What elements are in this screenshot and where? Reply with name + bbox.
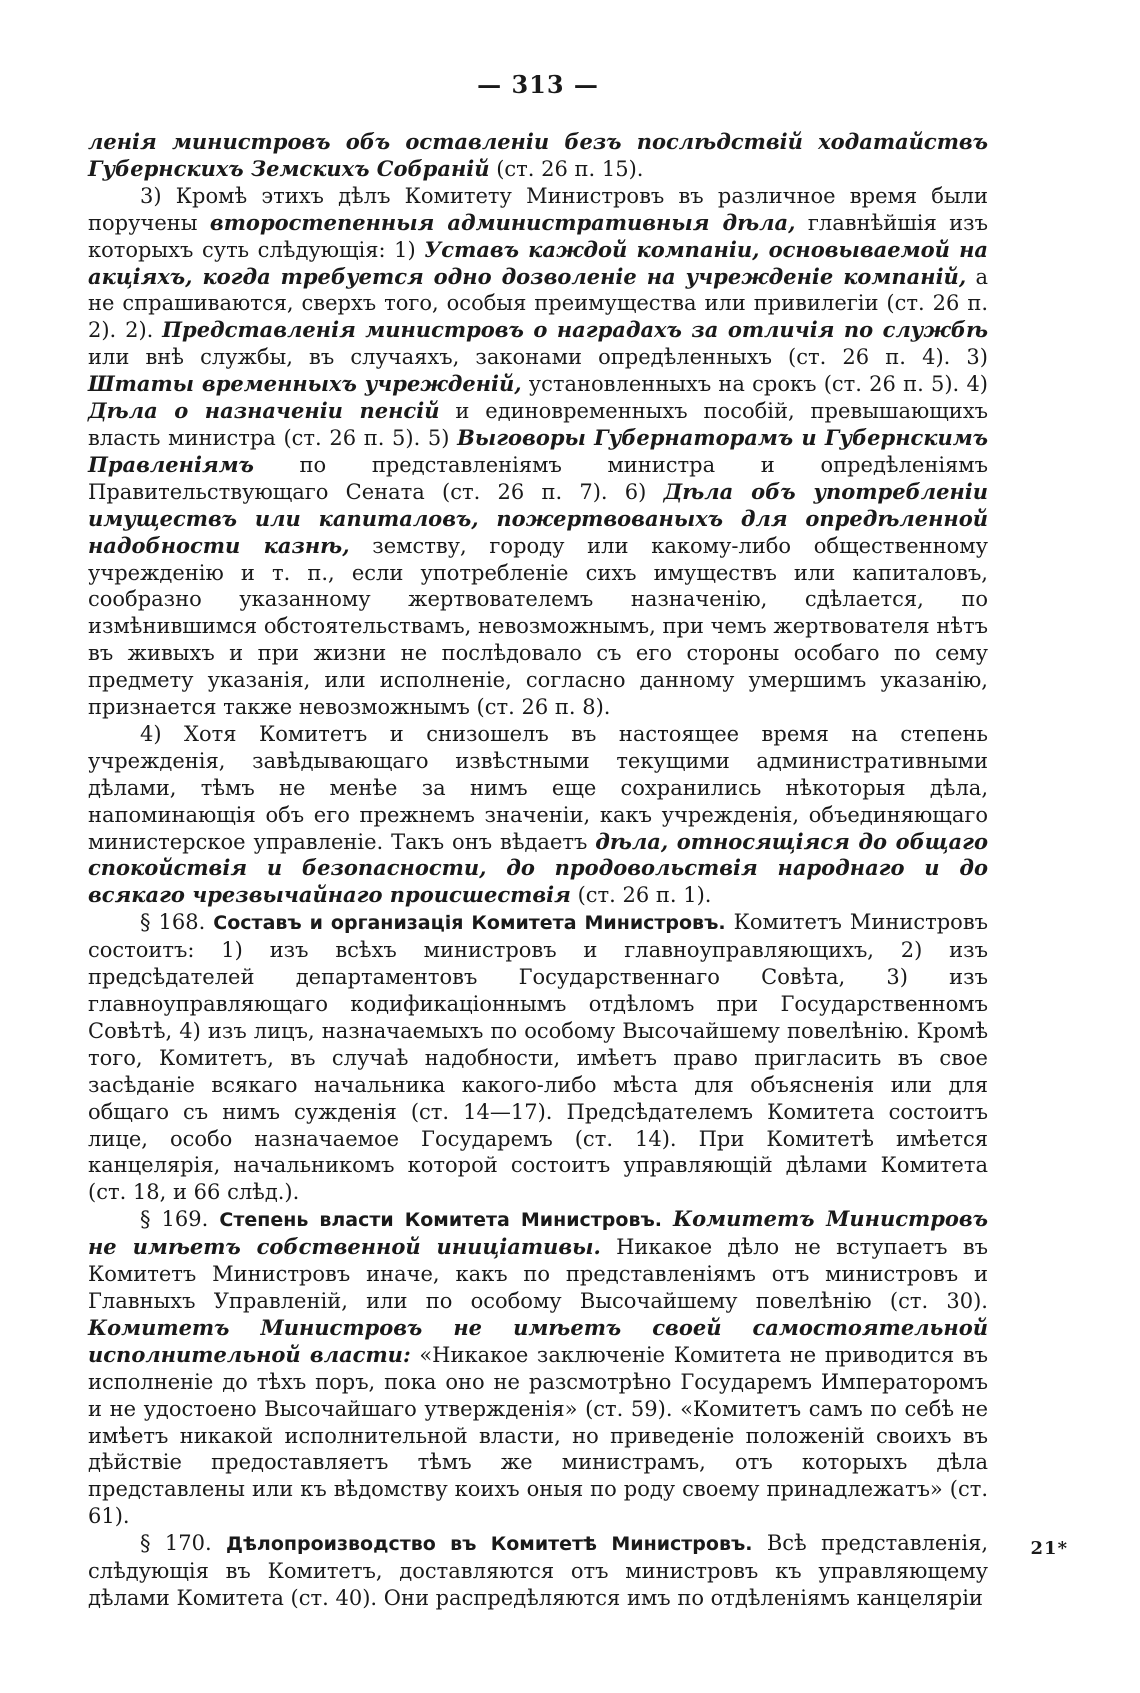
signature-mark: 21*	[1030, 1538, 1068, 1559]
body-text: и единовременныхъ пособій, превышающихъ власть министра (ст. 26 п. 5). 5)	[88, 399, 988, 450]
body-text: по представленіямъ министра и опредѣленіямъ Правительствующаго Сената (ст. 26 п. 7). 6)	[88, 452, 988, 504]
emphasis-text: Уставъ каждой компаніи, основываемой на акціяхъ, когда требуется одно дозволеніе на учрежденіе компаній,	[88, 236, 988, 289]
section-heading: Дѣлопроизводство въ Комитетѣ Министровъ.	[226, 1533, 753, 1556]
paragraph-p0	[88, 129, 988, 183]
emphasis-text: Выговоры Губернаторамъ и Губернскимъ Правленіямъ	[88, 424, 988, 477]
body-text: § 168.	[140, 910, 214, 935]
body-text: Всѣ представленія, слѣдующія въ Комитетъ, доставляются отъ министровъ къ управляющему дѣлами Комитета (ст. 40). Они распредѣляются имъ по отдѣленіямъ канцеляріи	[88, 1531, 988, 1610]
section-heading: Степень власти Комитета Министровъ.	[219, 1209, 662, 1232]
body-text: «Никакое заключеніе Комитета не приводится въ исполненіе до тѣхъ поръ, пока оно не разсмотрѣно Государемъ Императоромъ и не удостоено Высочайшаго утвержденія» (ст. 59). «Комитетъ самъ по себѣ не имѣетъ никакой исполнительной власти, но приведеніе положеній своихъ въ дѣйствіе предоставляетъ тѣмъ же министрамъ, отъ которыхъ дѣла представлены или къ вѣдомству коихъ оныя по роду своему принадлежатъ» (ст. 61).	[88, 1342, 989, 1529]
page-body-text	[88, 129, 988, 1612]
emphasis-text: Дѣла объ употребленіи имуществъ или капиталовъ, пожертвованыхъ для опредѣленной надобности казнѣ,	[88, 478, 989, 558]
body-text	[662, 1207, 673, 1231]
emphasis-text: ленія министровъ объ оставленіи безъ послѣдствій ходатайствъ Губернскихъ Земскихъ Собраній	[88, 129, 988, 181]
emphasis-text: Дѣла о назначеніи пенсій	[88, 398, 440, 424]
body-text: (ст. 26 п. 1).	[570, 883, 712, 908]
body-text: Комитетъ Министровъ состоитъ: 1) изъ всѣхъ министровъ и главноуправляющихъ, 2) изъ предсѣдателей департаментовъ Государственнаго Совѣта, 3) изъ главноуправляющаго кодификаціоннымъ отдѣломъ при Государственномъ Совѣтѣ, 4) изъ лицъ, назначаемыхъ по особому Высочайшему повелѣнію. Кромѣ того, Комитетъ, въ случаѣ надобности, имѣетъ право пригласить въ свое засѣданіе всякаго начальника какого-либо мѣста для объясненія или для общаго съ нимъ сужденія (ст. 14—17). Предсѣдателемъ Комитета состоитъ лице, особо назначаемое Государемъ (ст. 14). При Комитетѣ имѣется канцелярія, начальникомъ которой состоитъ управляющій дѣлами Комитета (ст. 18, и 66 слѣд.).	[88, 910, 989, 1205]
body-text: установленныхъ на срокъ (ст. 26 п. 5). 4)	[521, 372, 988, 397]
paragraph-p4	[88, 1206, 988, 1530]
body-text: Никакое дѣло не вступаетъ въ Комитетъ Министровъ иначе, какъ по представленіямъ отъ министровъ и Главныхъ Управленій, или по особому Высочайшему повелѣнію (ст. 30).	[88, 1235, 989, 1313]
body-text: главнѣйшія изъ которыхъ суть слѣдующія: 1)	[88, 210, 988, 262]
emphasis-text: второстепенныя административныя дѣла,	[209, 209, 796, 235]
section-heading: Составъ и организація Комитета Министровъ.	[213, 912, 726, 935]
book-page	[88, 70, 988, 1630]
body-text: а не спрашиваются, сверхъ того, особыя преимущества или привилегіи (ст. 26 п. 2). 2).	[88, 264, 988, 343]
paragraph-p3	[88, 909, 988, 1206]
emphasis-text: Комитетъ Министровъ не имѣетъ собственной иниціативы.	[88, 1206, 988, 1260]
paragraph-p2	[88, 721, 988, 909]
body-text: § 170.	[140, 1531, 227, 1556]
emphasis-text: Комитетъ Министровъ не имѣетъ своей самостоятельной исполнительной власти:	[88, 1314, 988, 1367]
body-text: 3) Кромѣ этихъ дѣлъ Комитету Министровъ въ различное время были поручены	[88, 183, 988, 235]
body-text: 4) Хотя Комитетъ и снизошелъ въ настоящее время на степень учрежденія, завѣдывающаго извѣстными текущими административными дѣлами, тѣмъ не менѣе за нимъ еще сохранились нѣкоторыя дѣла, напоминающія объ его прежнемъ значеніи, какъ учрежденія, объединяющаго министерское управленіе. Такъ онъ вѣдаетъ	[88, 721, 988, 854]
paragraph-p5	[88, 1530, 988, 1612]
body-text: земству, городу или какому-либо общественному учрежденію и т. п., если употребленіе сихъ имуществъ или капиталовъ, сообразно указанному жертвователемъ назначенію, сдѣлается, по измѣнившимся обстоятельствамъ, невозможнымъ, при чемъ жертвователя нѣтъ въ живыхъ и при жизни не послѣдовало съ его стороны особаго по сему предмету указанія, или исполненіе, согласно данному умершимъ указанію, признается также невозможнымъ (ст. 26 п. 8).	[88, 533, 988, 720]
emphasis-text: дѣла, относящіяся до общаго спокойствія и безопасности, до продовольствія народнаго и до всякаго чрезвычайнаго происшествія	[88, 828, 988, 908]
page-number: — 313 —	[477, 70, 599, 99]
paragraph-p1	[88, 183, 988, 721]
body-text: (ст. 26 п. 15).	[489, 156, 644, 181]
emphasis-text: Представленія министровъ о наградахъ за отличія по службѣ	[162, 317, 989, 343]
body-text: § 169.	[140, 1207, 220, 1232]
body-text: или внѣ службы, въ случаяхъ, законами опредѣленныхъ (ст. 26 п. 4). 3)	[88, 345, 988, 370]
emphasis-text: Штаты временныхъ учрежденій,	[88, 371, 522, 397]
